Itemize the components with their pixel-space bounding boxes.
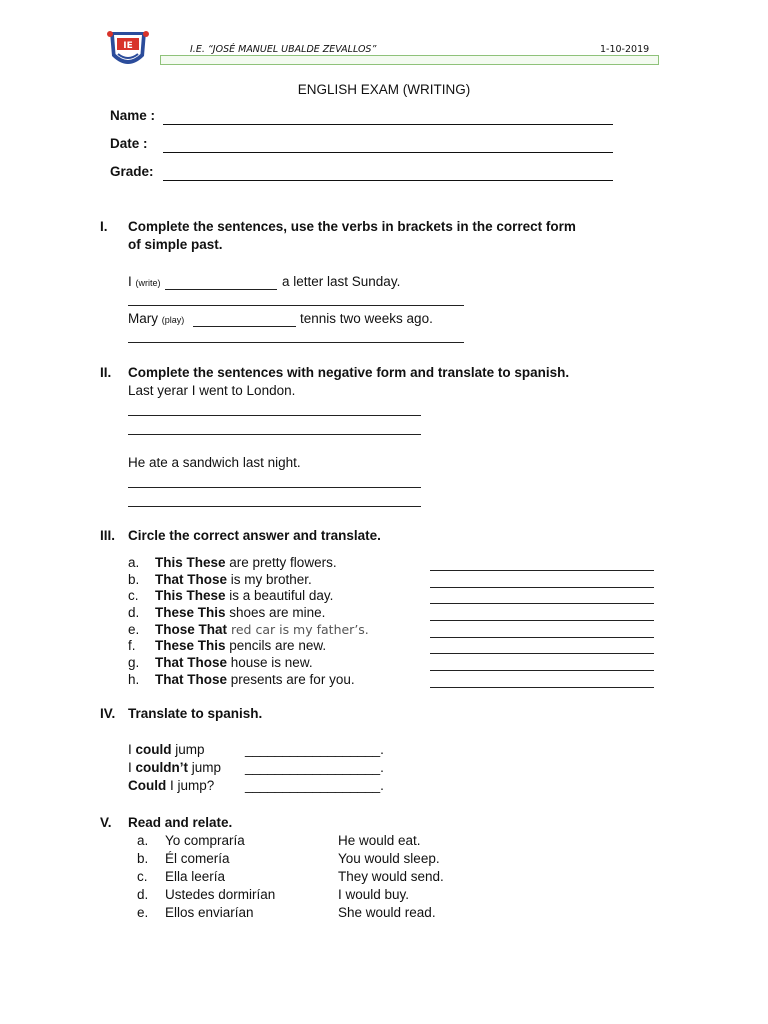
grade-label: Grade: <box>110 164 154 179</box>
s3-item-c-choice[interactable]: This These <box>155 588 226 603</box>
s1-item-2-answer-line[interactable] <box>128 342 464 343</box>
s1-item-2-blank[interactable] <box>193 326 296 327</box>
s4-item-3-post: I jump? <box>166 778 215 793</box>
s4-item-1-pre: I <box>128 742 136 757</box>
s2-item-2-line-2[interactable] <box>128 506 421 507</box>
s2-item-1-line-2[interactable] <box>128 434 421 435</box>
s5-left-letter: e. <box>137 905 149 920</box>
s3-item-c-text <box>155 588 333 603</box>
s4-item-1-modal: could <box>135 742 172 757</box>
section-3-title: Circle the correct answer and translate. <box>128 528 381 543</box>
s3-item-a <box>128 555 139 570</box>
s3-item-f-rest: pencils are new. <box>225 638 327 653</box>
s3-item-d-choice[interactable]: These This <box>155 605 226 620</box>
s4-item-1-blank[interactable]: __________________. <box>245 742 384 757</box>
s4-item-2-modal: couldn’t <box>135 760 189 775</box>
s1-item-2-rest: tennis two weeks ago. <box>300 311 433 326</box>
s3-item-g-line[interactable] <box>430 670 654 671</box>
s3-item-b-choice[interactable]: That Those <box>155 572 228 587</box>
s5-right-item[interactable]: I would buy. <box>338 887 410 902</box>
s3-item-b-line[interactable] <box>430 587 654 588</box>
s3-item-e-rest: red car is my father’s. <box>227 622 369 637</box>
s3-item-g-text <box>155 655 313 670</box>
s3-item-f-line[interactable] <box>430 653 654 654</box>
s4-item-3-blank[interactable]: __________________. <box>245 778 384 793</box>
section-4-number: IV. <box>100 706 116 721</box>
s4-item-2 <box>128 760 221 775</box>
s3-item-h-line[interactable] <box>430 687 654 688</box>
s4-item-3 <box>128 778 214 793</box>
s1-item-1 <box>128 274 161 289</box>
s3-item-f-text <box>155 638 326 653</box>
date-field[interactable] <box>163 152 613 153</box>
s3-item-e-text <box>155 622 369 637</box>
item-letter: d. <box>128 605 140 620</box>
s5-right-item[interactable]: She would read. <box>338 905 436 920</box>
s1-item-1-answer-line[interactable] <box>128 305 464 306</box>
name-label: Name : <box>110 108 156 123</box>
item-letter: g. <box>128 655 140 670</box>
s1-item-1-rest: a letter last Sunday. <box>282 274 401 289</box>
s3-item-g-choice[interactable]: That Those <box>155 655 228 670</box>
s3-item-b-text <box>155 572 312 587</box>
s3-item-h-text <box>155 672 355 687</box>
school-name: I.E. “JOSÉ MANUEL UBALDE ZEVALLOS” <box>190 44 377 55</box>
section-5-number: V. <box>100 815 112 830</box>
item-letter: b. <box>128 572 140 587</box>
s1-item-2-verb: (play) <box>161 315 185 325</box>
name-field[interactable] <box>163 124 613 125</box>
item-letter: e. <box>128 622 140 637</box>
s3-item-h-rest: presents are for you. <box>227 672 355 687</box>
s3-item-g <box>128 655 139 670</box>
section-1-title-cont: of simple past. <box>128 237 223 252</box>
s3-item-d-text <box>155 605 325 620</box>
s1-item-1-blank[interactable] <box>165 289 277 290</box>
item-letter: f. <box>128 638 136 653</box>
s3-item-f <box>128 638 136 653</box>
logo-text: IE <box>123 41 133 51</box>
s3-item-e-line[interactable] <box>430 637 654 638</box>
s5-left-letter: d. <box>137 887 149 902</box>
s3-item-e <box>128 622 139 637</box>
s1-item-2 <box>128 311 184 326</box>
section-3-number: III. <box>100 528 116 543</box>
s3-item-d-line[interactable] <box>430 620 654 621</box>
s3-item-c-rest: is a beautiful day. <box>225 588 334 603</box>
s4-item-3-modal: Could <box>128 778 167 793</box>
s3-item-e-choice[interactable]: Those That <box>155 622 228 637</box>
s4-item-2-pre: I <box>128 760 136 775</box>
grade-field[interactable] <box>163 180 613 181</box>
s2-item-1-line-1[interactable] <box>128 415 421 416</box>
s5-left-letter: c. <box>137 869 148 884</box>
s5-right-item[interactable]: You would sleep. <box>338 851 440 866</box>
section-1-number: I. <box>100 219 108 234</box>
s5-right-item[interactable]: He would eat. <box>338 833 421 848</box>
s3-item-c <box>128 588 139 603</box>
s3-item-d-rest: shoes are mine. <box>225 605 326 620</box>
s5-left-letter: a. <box>137 833 149 848</box>
section-5-title: Read and relate. <box>128 815 233 830</box>
s1-item-2-subject: Mary <box>128 311 158 326</box>
s3-item-d <box>128 605 139 620</box>
section-2-number: II. <box>100 365 112 380</box>
s1-item-1-verb: (write) <box>135 278 161 288</box>
s4-item-1 <box>128 742 205 757</box>
section-4-title: Translate to spanish. <box>128 706 263 721</box>
s5-left-item[interactable]: Ellos enviarían <box>165 905 254 920</box>
s4-item-2-post: jump <box>188 760 222 775</box>
s5-left-item[interactable]: Ustedes dormirían <box>165 887 276 902</box>
s4-item-1-post: jump <box>171 742 205 757</box>
s1-item-1-subject: I <box>128 274 132 289</box>
s3-item-a-text <box>155 555 337 570</box>
s3-item-b-rest: is my brother. <box>227 572 312 587</box>
item-letter: a. <box>128 555 140 570</box>
s3-item-b <box>128 572 139 587</box>
date-label: Date : <box>110 136 148 151</box>
s5-left-letter: b. <box>137 851 149 866</box>
item-letter: c. <box>128 588 139 603</box>
s3-item-h <box>128 672 139 687</box>
s3-item-a-line[interactable] <box>430 570 654 571</box>
s2-item-2: He ate a sandwich last night. <box>128 455 301 470</box>
s3-item-a-rest: are pretty flowers. <box>225 555 337 570</box>
page-title: ENGLISH EXAM (WRITING) <box>297 82 471 97</box>
s2-item-2-line-1[interactable] <box>128 487 421 488</box>
s3-item-h-choice[interactable]: That Those <box>155 672 228 687</box>
section-2-title: Complete the sentences with negative form and translate to spanish. <box>128 365 570 380</box>
s5-left-item[interactable]: Él comería <box>165 851 230 866</box>
exam-date: 1-10-2019 <box>600 44 650 55</box>
s3-item-c-line[interactable] <box>430 603 654 604</box>
header-bar <box>160 55 659 65</box>
s3-item-f-choice[interactable]: These This <box>155 638 226 653</box>
s2-item-1: Last yerar I went to London. <box>128 383 296 398</box>
s5-right-item[interactable]: They would send. <box>338 869 444 884</box>
school-logo <box>104 28 152 72</box>
s4-item-2-blank[interactable]: __________________. <box>245 760 384 775</box>
s3-item-g-rest: house is new. <box>227 655 313 670</box>
s3-item-a-choice[interactable]: This These <box>155 555 226 570</box>
section-1-title: Complete the sentences, use the verbs in brackets in the correct form <box>128 219 576 234</box>
s5-left-item[interactable]: Yo compraría <box>165 833 245 848</box>
item-letter: h. <box>128 672 140 687</box>
s5-left-item[interactable]: Ella leería <box>165 869 226 884</box>
